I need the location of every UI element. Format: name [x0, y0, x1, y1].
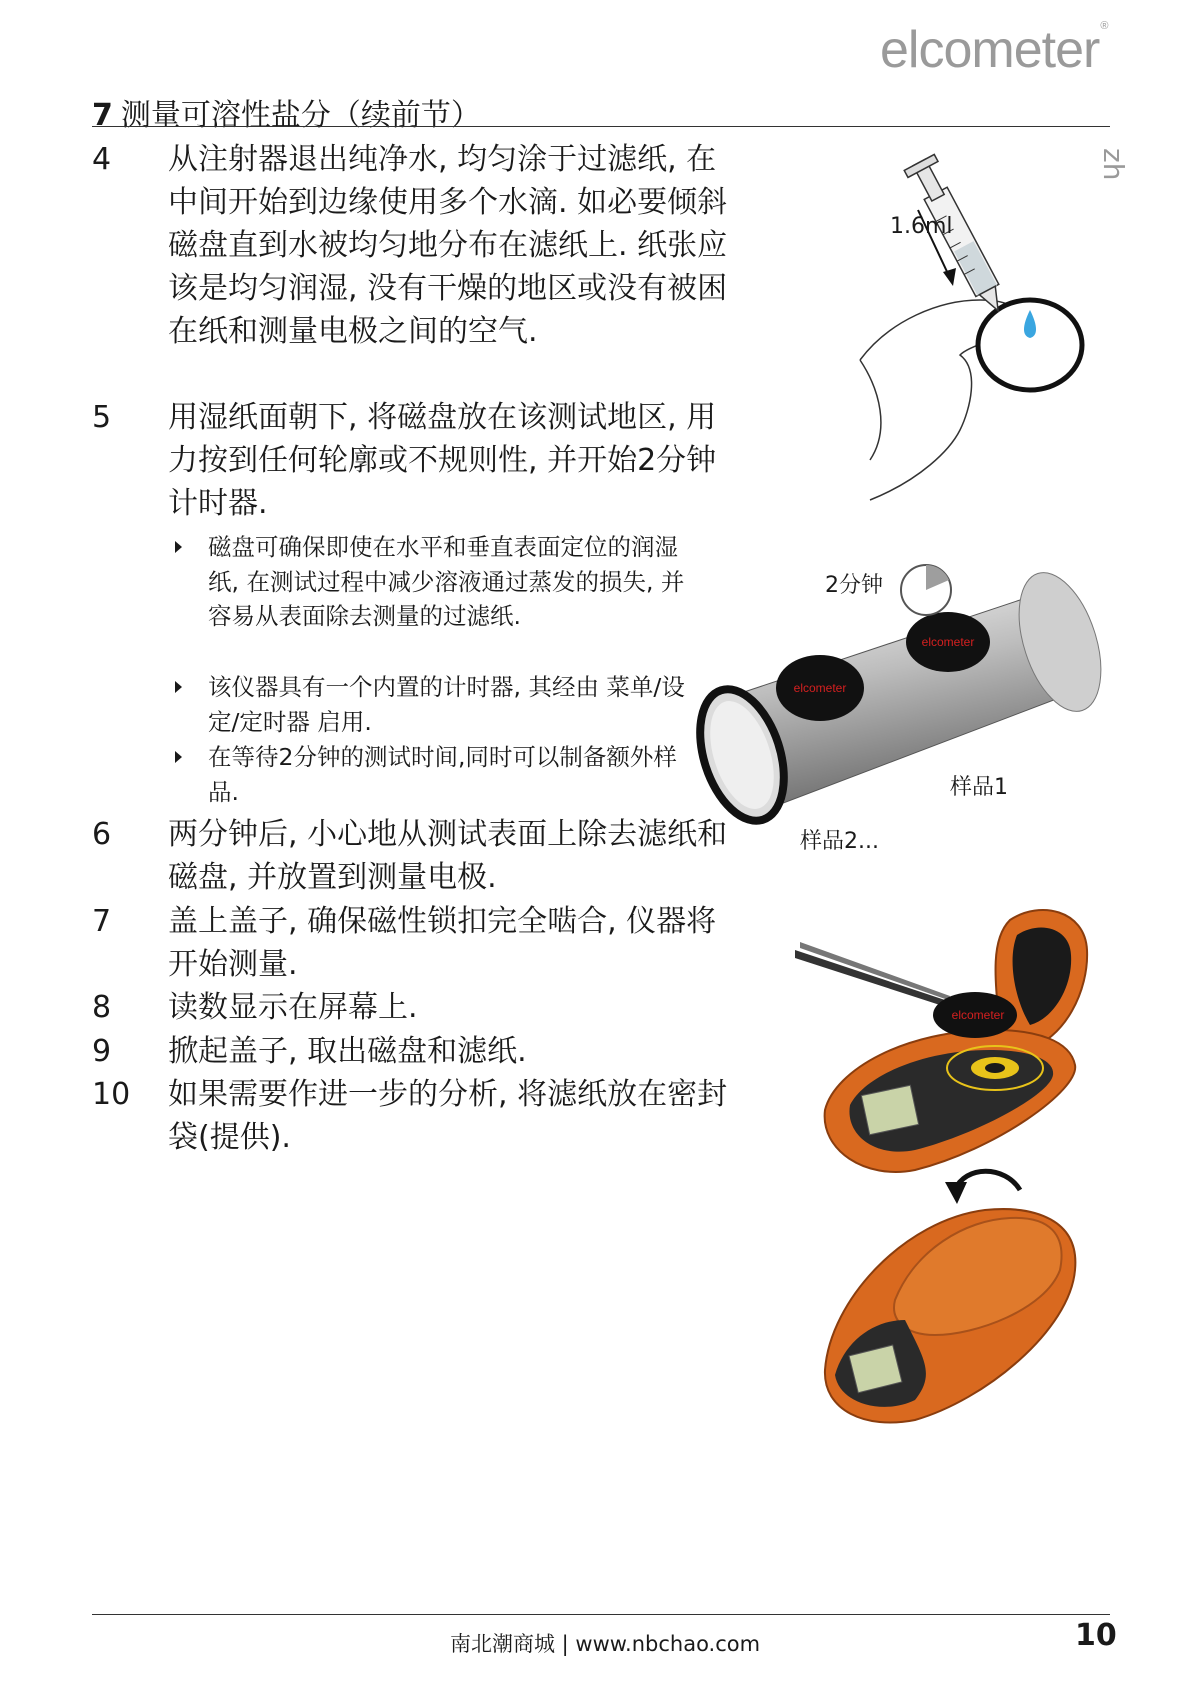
bullet-triangle-icon	[175, 681, 182, 693]
section-title: 测量可溶性盐分（续前节）	[120, 98, 481, 133]
step-text: 两分钟后, 小心地从测试表面上除去滤纸和磁盘, 并放置到测量电极.	[168, 817, 728, 895]
step-5	[92, 396, 732, 525]
pipe-figure	[680, 560, 1120, 840]
step-number: 6	[92, 817, 112, 852]
step-6	[92, 813, 732, 899]
step-8	[92, 986, 732, 1029]
language-tab: zh	[1097, 148, 1130, 181]
disc-label: elcometer	[951, 1008, 1005, 1022]
step-10	[92, 1073, 732, 1159]
step-number: 10	[92, 1077, 131, 1112]
rotate-arrow-icon	[955, 1171, 1020, 1190]
step-text: 读数显示在屏幕上.	[168, 990, 418, 1025]
sample1-label: 样品1	[950, 775, 1008, 800]
bullet-item	[175, 670, 695, 739]
closed-instrument-figure	[805, 1160, 1105, 1430]
section-heading	[92, 90, 481, 134]
timer-label: 2分钟	[825, 573, 883, 598]
bullet-text: 该仪器具有一个内置的计时器, 其经由 菜单/设定/定时器 启用.	[208, 673, 685, 736]
step-number: 5	[92, 400, 112, 435]
step-text: 用湿纸面朝下, 将磁盘放在该测试地区, 用力按到任何轮廓或不规则性, 并开始2分钟计时器.	[168, 400, 717, 521]
syringe-volume-label: 1.6ml	[890, 214, 953, 239]
sample2-label: 样品2...	[800, 829, 879, 854]
bullet-triangle-icon	[175, 541, 182, 553]
open-instrument-figure	[795, 900, 1095, 1180]
tweezers-icon	[795, 950, 945, 1006]
syringe-figure	[850, 150, 1100, 510]
header-divider	[92, 126, 1110, 127]
step-number: 4	[92, 142, 112, 177]
step-text: 从注射器退出纯净水, 均匀涂于过滤纸, 在中间开始到边缘使用多个水滴. 如必要倾斜磁盘直到水被均匀地分布在滤纸上. 纸张应该是均匀润湿, 没有干燥的地区或没有被困在纸和测量电极之间的空气.	[168, 142, 728, 349]
bullet-text: 磁盘可确保即使在水平和垂直表面定位的润湿纸, 在测试过程中减少溶液通过蒸发的损失, 并容易从表面除去测量的过滤纸.	[208, 533, 685, 630]
step-text: 掀起盖子, 取出磁盘和滤纸.	[168, 1034, 527, 1069]
footer-site-link[interactable]: 南北潮商城 | www.nbchao.com	[450, 1632, 761, 1656]
bullet-text: 在等待2分钟的测试时间,同时可以制备额外样品.	[208, 743, 677, 806]
brand-logo: elcometer®	[880, 20, 1108, 79]
step-9	[92, 1030, 732, 1073]
step-text: 盖上盖子, 确保磁性锁扣完全啮合, 仪器将开始测量.	[168, 904, 717, 982]
bullet-item	[175, 740, 695, 809]
page-number: 10	[1075, 1618, 1117, 1653]
bullet-triangle-icon	[175, 751, 182, 763]
section-number: 7	[92, 98, 113, 133]
step-number: 7	[92, 904, 112, 939]
bullet-item	[175, 530, 695, 634]
disc-label: elcometer	[921, 635, 975, 649]
step-number: 8	[92, 990, 112, 1025]
footer-divider	[92, 1614, 1110, 1615]
step-4	[92, 138, 732, 353]
step-7	[92, 900, 732, 986]
step-text: 如果需要作进一步的分析, 将滤纸放在密封袋(提供).	[168, 1077, 728, 1155]
step-number: 9	[92, 1034, 112, 1069]
disc-label: elcometer	[793, 681, 847, 695]
